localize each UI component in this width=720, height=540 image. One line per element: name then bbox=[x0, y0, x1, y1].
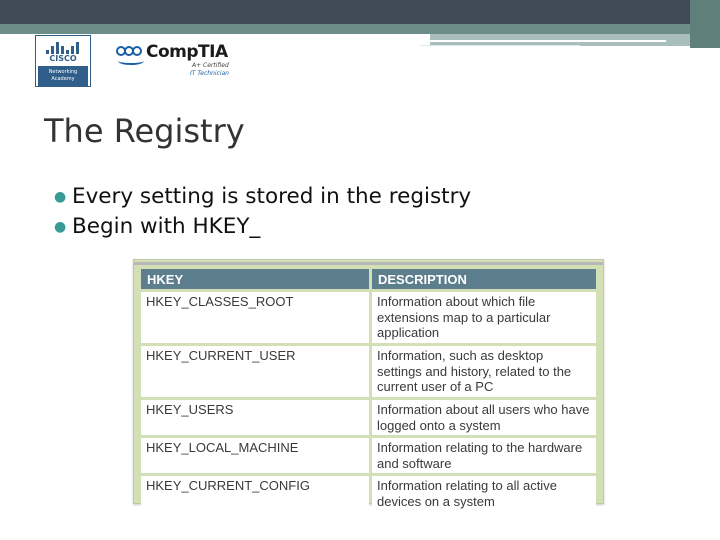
top-corner-stripe bbox=[690, 0, 720, 48]
table-row bbox=[141, 476, 596, 511]
description-cell: Information about which file extensions map to a particular application bbox=[372, 292, 596, 343]
hkey-cell: HKEY_CLASSES_ROOT bbox=[141, 292, 369, 343]
slide-title: The Registry bbox=[44, 112, 245, 150]
hkey-cell: HKEY_CURRENT_USER bbox=[141, 346, 369, 397]
comptia-swoosh-icon bbox=[118, 57, 144, 65]
bullet-text: Every setting is stored in the registry bbox=[72, 184, 472, 209]
table-row bbox=[141, 438, 596, 473]
cisco-logo-name: CISCO bbox=[49, 54, 77, 63]
cisco-logo-subtitle: Networking Academy bbox=[38, 66, 88, 86]
top-divider-line bbox=[430, 40, 666, 42]
hkey-cell: HKEY_USERS bbox=[141, 400, 369, 435]
column-header-description: DESCRIPTION bbox=[372, 269, 596, 289]
comptia-certified-text: A+ Certified bbox=[192, 62, 229, 69]
top-stripe bbox=[0, 24, 720, 34]
description-cell: Information relating to all active devices on a system bbox=[372, 476, 596, 511]
bullet-dot-icon: ● bbox=[54, 219, 67, 235]
bullet-dot-icon: ● bbox=[54, 189, 67, 205]
comptia-logo-name: CompTIA bbox=[146, 42, 228, 62]
top-banner bbox=[0, 0, 720, 24]
hkey-cell: HKEY_CURRENT_CONFIG bbox=[141, 476, 369, 511]
top-divider-line-thin bbox=[420, 45, 580, 46]
registry-table-frame bbox=[133, 259, 604, 509]
bullet-text: Begin with HKEY_ bbox=[72, 214, 261, 239]
comptia-logo bbox=[116, 42, 246, 82]
bullet-list bbox=[54, 184, 471, 244]
comptia-technician-text: IT Technician bbox=[190, 70, 229, 77]
table-row bbox=[141, 292, 596, 343]
registry-table bbox=[138, 266, 599, 514]
hkey-cell: HKEY_LOCAL_MACHINE bbox=[141, 438, 369, 473]
cisco-bars-icon bbox=[46, 42, 82, 54]
description-cell: Information, such as desktop settings and history, related to the current user of a PC bbox=[372, 346, 596, 397]
bullet-item bbox=[54, 214, 471, 244]
description-cell: Information relating to the hardware and software bbox=[372, 438, 596, 473]
bullet-item bbox=[54, 184, 471, 214]
table-frame-rim bbox=[134, 262, 603, 265]
column-header-hkey: HKEY bbox=[141, 269, 369, 289]
table-header-row bbox=[141, 269, 596, 289]
table-row bbox=[141, 346, 596, 397]
table-row bbox=[141, 400, 596, 435]
cisco-logo bbox=[35, 35, 91, 87]
description-cell: Information about all users who have logged onto a system bbox=[372, 400, 596, 435]
